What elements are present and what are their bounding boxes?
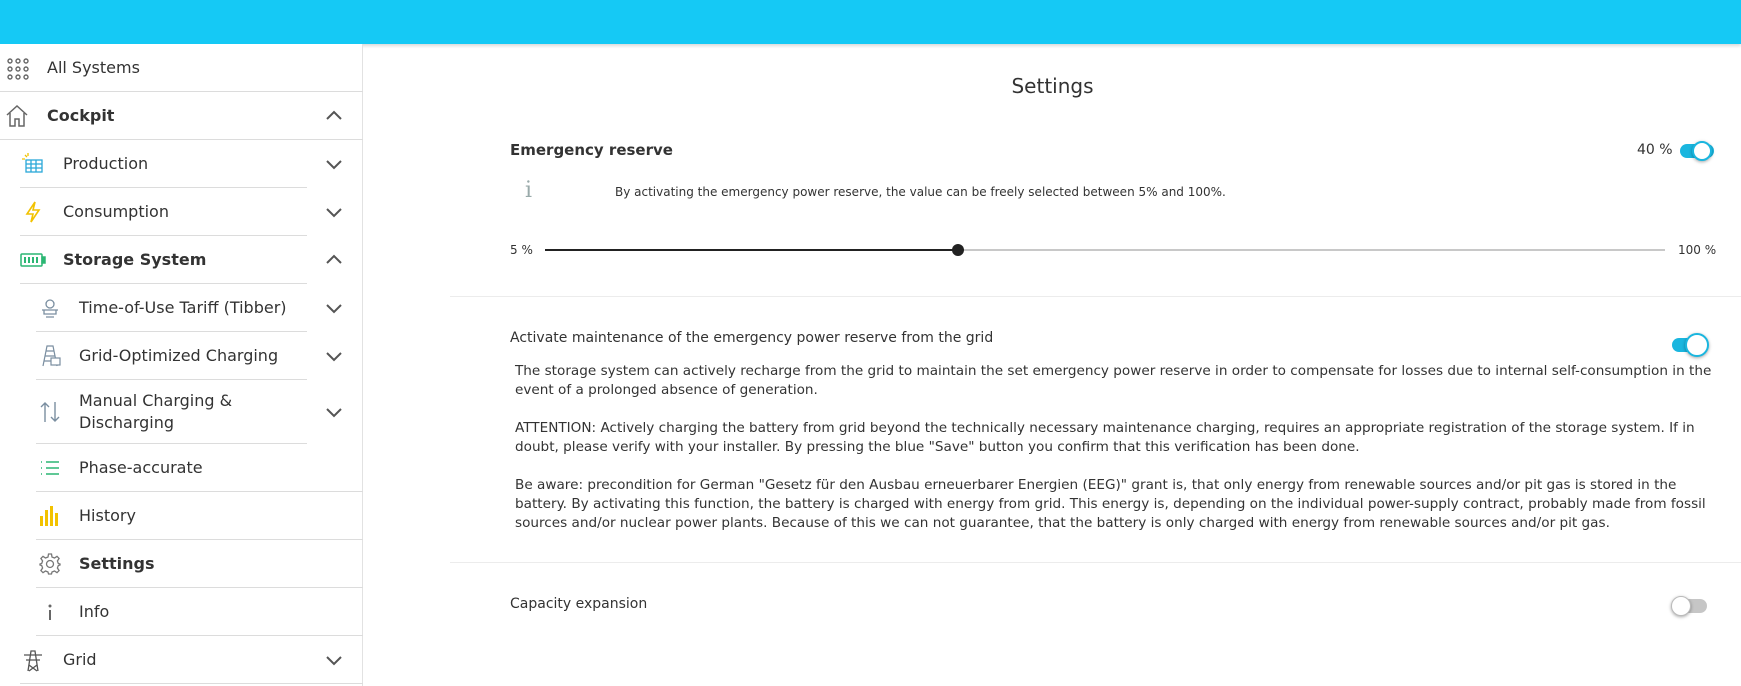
slider-fill <box>545 249 958 251</box>
toggle-knob <box>1692 141 1712 161</box>
bar-chart-icon <box>37 503 63 529</box>
chevron-down-icon[interactable] <box>323 401 345 423</box>
emergency-reserve-title: Emergency reserve <box>510 141 673 159</box>
paragraph-line: ATTENTION: Actively charging the battery from grid beyond the technically necessary maintenance charging, requires an appropriate registration of the storage system. If in <box>515 420 1695 436</box>
capacity-expansion-title: Capacity expansion <box>510 596 648 612</box>
sidebar-item-label: History <box>79 506 136 525</box>
sidebar-item-storage-system[interactable] <box>20 236 307 284</box>
home-icon <box>4 103 30 129</box>
emergency-reserve-slider[interactable] <box>545 242 1665 258</box>
lightning-icon <box>20 199 46 225</box>
apps-grid-icon <box>5 56 31 82</box>
sidebar-item-label: Consumption <box>63 202 169 221</box>
chevron-down-icon[interactable] <box>323 297 345 319</box>
tariff-icon <box>37 295 63 321</box>
sidebar-item-label-line2: Discharging <box>79 413 175 432</box>
sidebar-item-label: Manual Charging & <box>79 391 233 410</box>
sidebar-item-label: Settings <box>79 554 155 573</box>
list-icon <box>37 455 63 481</box>
maintenance-toggle[interactable] <box>1672 338 1706 352</box>
divider <box>450 296 1741 297</box>
sidebar-item-cockpit[interactable] <box>0 92 363 140</box>
battery-icon <box>20 247 46 273</box>
sidebar-item-settings[interactable] <box>36 540 363 588</box>
sidebar-item-history[interactable] <box>36 492 363 540</box>
paragraph-line: sources and/or nuclear power plants. Because of this we can not guarantee, that the battery is only charged with energy from renewable sources and/or pit gas. <box>515 515 1610 531</box>
emergency-reserve-value: 40 % <box>1637 142 1673 158</box>
emergency-reserve-toggle[interactable] <box>1680 144 1714 158</box>
sidebar-item-label: Production <box>63 154 149 173</box>
toggle-knob <box>1671 596 1691 616</box>
slider-max-label: 100 % <box>1678 243 1717 257</box>
divider <box>450 562 1741 563</box>
chevron-up-icon[interactable] <box>323 105 345 127</box>
sidebar-item-production[interactable] <box>20 140 307 188</box>
paragraph-line: event of a prolonged absence of generation. <box>515 382 818 398</box>
sidebar-item-label: Storage System <box>63 250 207 269</box>
sidebar-item-info[interactable] <box>36 588 363 636</box>
sidebar-item-label: Phase-accurate <box>79 458 203 477</box>
sidebar-item-manual-charging[interactable] <box>36 380 307 444</box>
slider-thumb[interactable] <box>952 244 964 256</box>
gear-icon <box>37 551 63 577</box>
chevron-down-icon[interactable] <box>323 649 345 671</box>
top-bar <box>0 0 1741 44</box>
sidebar-item-phase-accurate[interactable] <box>36 444 363 492</box>
slider-min-label: 5 % <box>510 243 533 257</box>
sidebar-item-label: Grid <box>63 650 97 669</box>
main-content <box>364 44 1741 686</box>
maintenance-description <box>515 362 1741 533</box>
sidebar-item-all-systems[interactable] <box>0 44 363 92</box>
sidebar-item-label: Grid-Optimized Charging <box>79 346 279 365</box>
page-title: Settings <box>1011 74 1094 98</box>
paragraph-line: Be aware: precondition for German "Gesetz für den Ausbau erneuerbarer Energien (EEG)" grant is, that only energy from renewable sources and/or pit gas is stored in the <box>515 477 1677 493</box>
maintenance-title: Activate maintenance of the emergency power reserve from the grid <box>510 330 994 346</box>
toggle-knob <box>1685 333 1709 357</box>
chevron-down-icon[interactable] <box>323 201 345 223</box>
info-icon: i <box>525 178 533 203</box>
sidebar-item-grid[interactable] <box>20 636 363 684</box>
chevron-up-icon[interactable] <box>323 249 345 271</box>
power-pylon-icon <box>20 647 46 673</box>
paragraph-line: battery. By activating this function, the battery is charged with energy from grid. This energy is, depending on the individual power-supply contract, probably made from fossil <box>515 496 1706 512</box>
sidebar <box>0 44 363 686</box>
sidebar-item-consumption[interactable] <box>20 188 307 236</box>
paragraph-line: doubt, please verify with your installer. By pressing the blue "Save" button you confirm that this verification has been done. <box>515 439 1360 455</box>
capacity-expansion-toggle[interactable] <box>1673 599 1707 613</box>
solar-panel-icon <box>20 151 46 177</box>
info-icon <box>37 599 63 625</box>
arrows-updown-icon <box>37 399 63 425</box>
sidebar-item-label: Time-of-Use Tariff (Tibber) <box>79 298 287 317</box>
grid-charging-icon <box>37 343 63 369</box>
chevron-down-icon[interactable] <box>323 345 345 367</box>
sidebar-item-label: All Systems <box>47 58 140 77</box>
sidebar-item-label: Cockpit <box>47 106 115 125</box>
chevron-down-icon[interactable] <box>323 153 345 175</box>
sidebar-item-grid-optimized-charging[interactable] <box>36 332 307 380</box>
paragraph-line: The storage system can actively recharge from the grid to maintain the set emergency power reserve in order to compensate for losses due to internal self-consumption in the <box>515 363 1712 379</box>
sidebar-item-label: Info <box>79 602 110 621</box>
emergency-reserve-info: By activating the emergency power reserve, the value can be freely selected between 5% and 100%. <box>615 185 1226 199</box>
sidebar-item-time-of-use-tariff[interactable] <box>36 284 307 332</box>
